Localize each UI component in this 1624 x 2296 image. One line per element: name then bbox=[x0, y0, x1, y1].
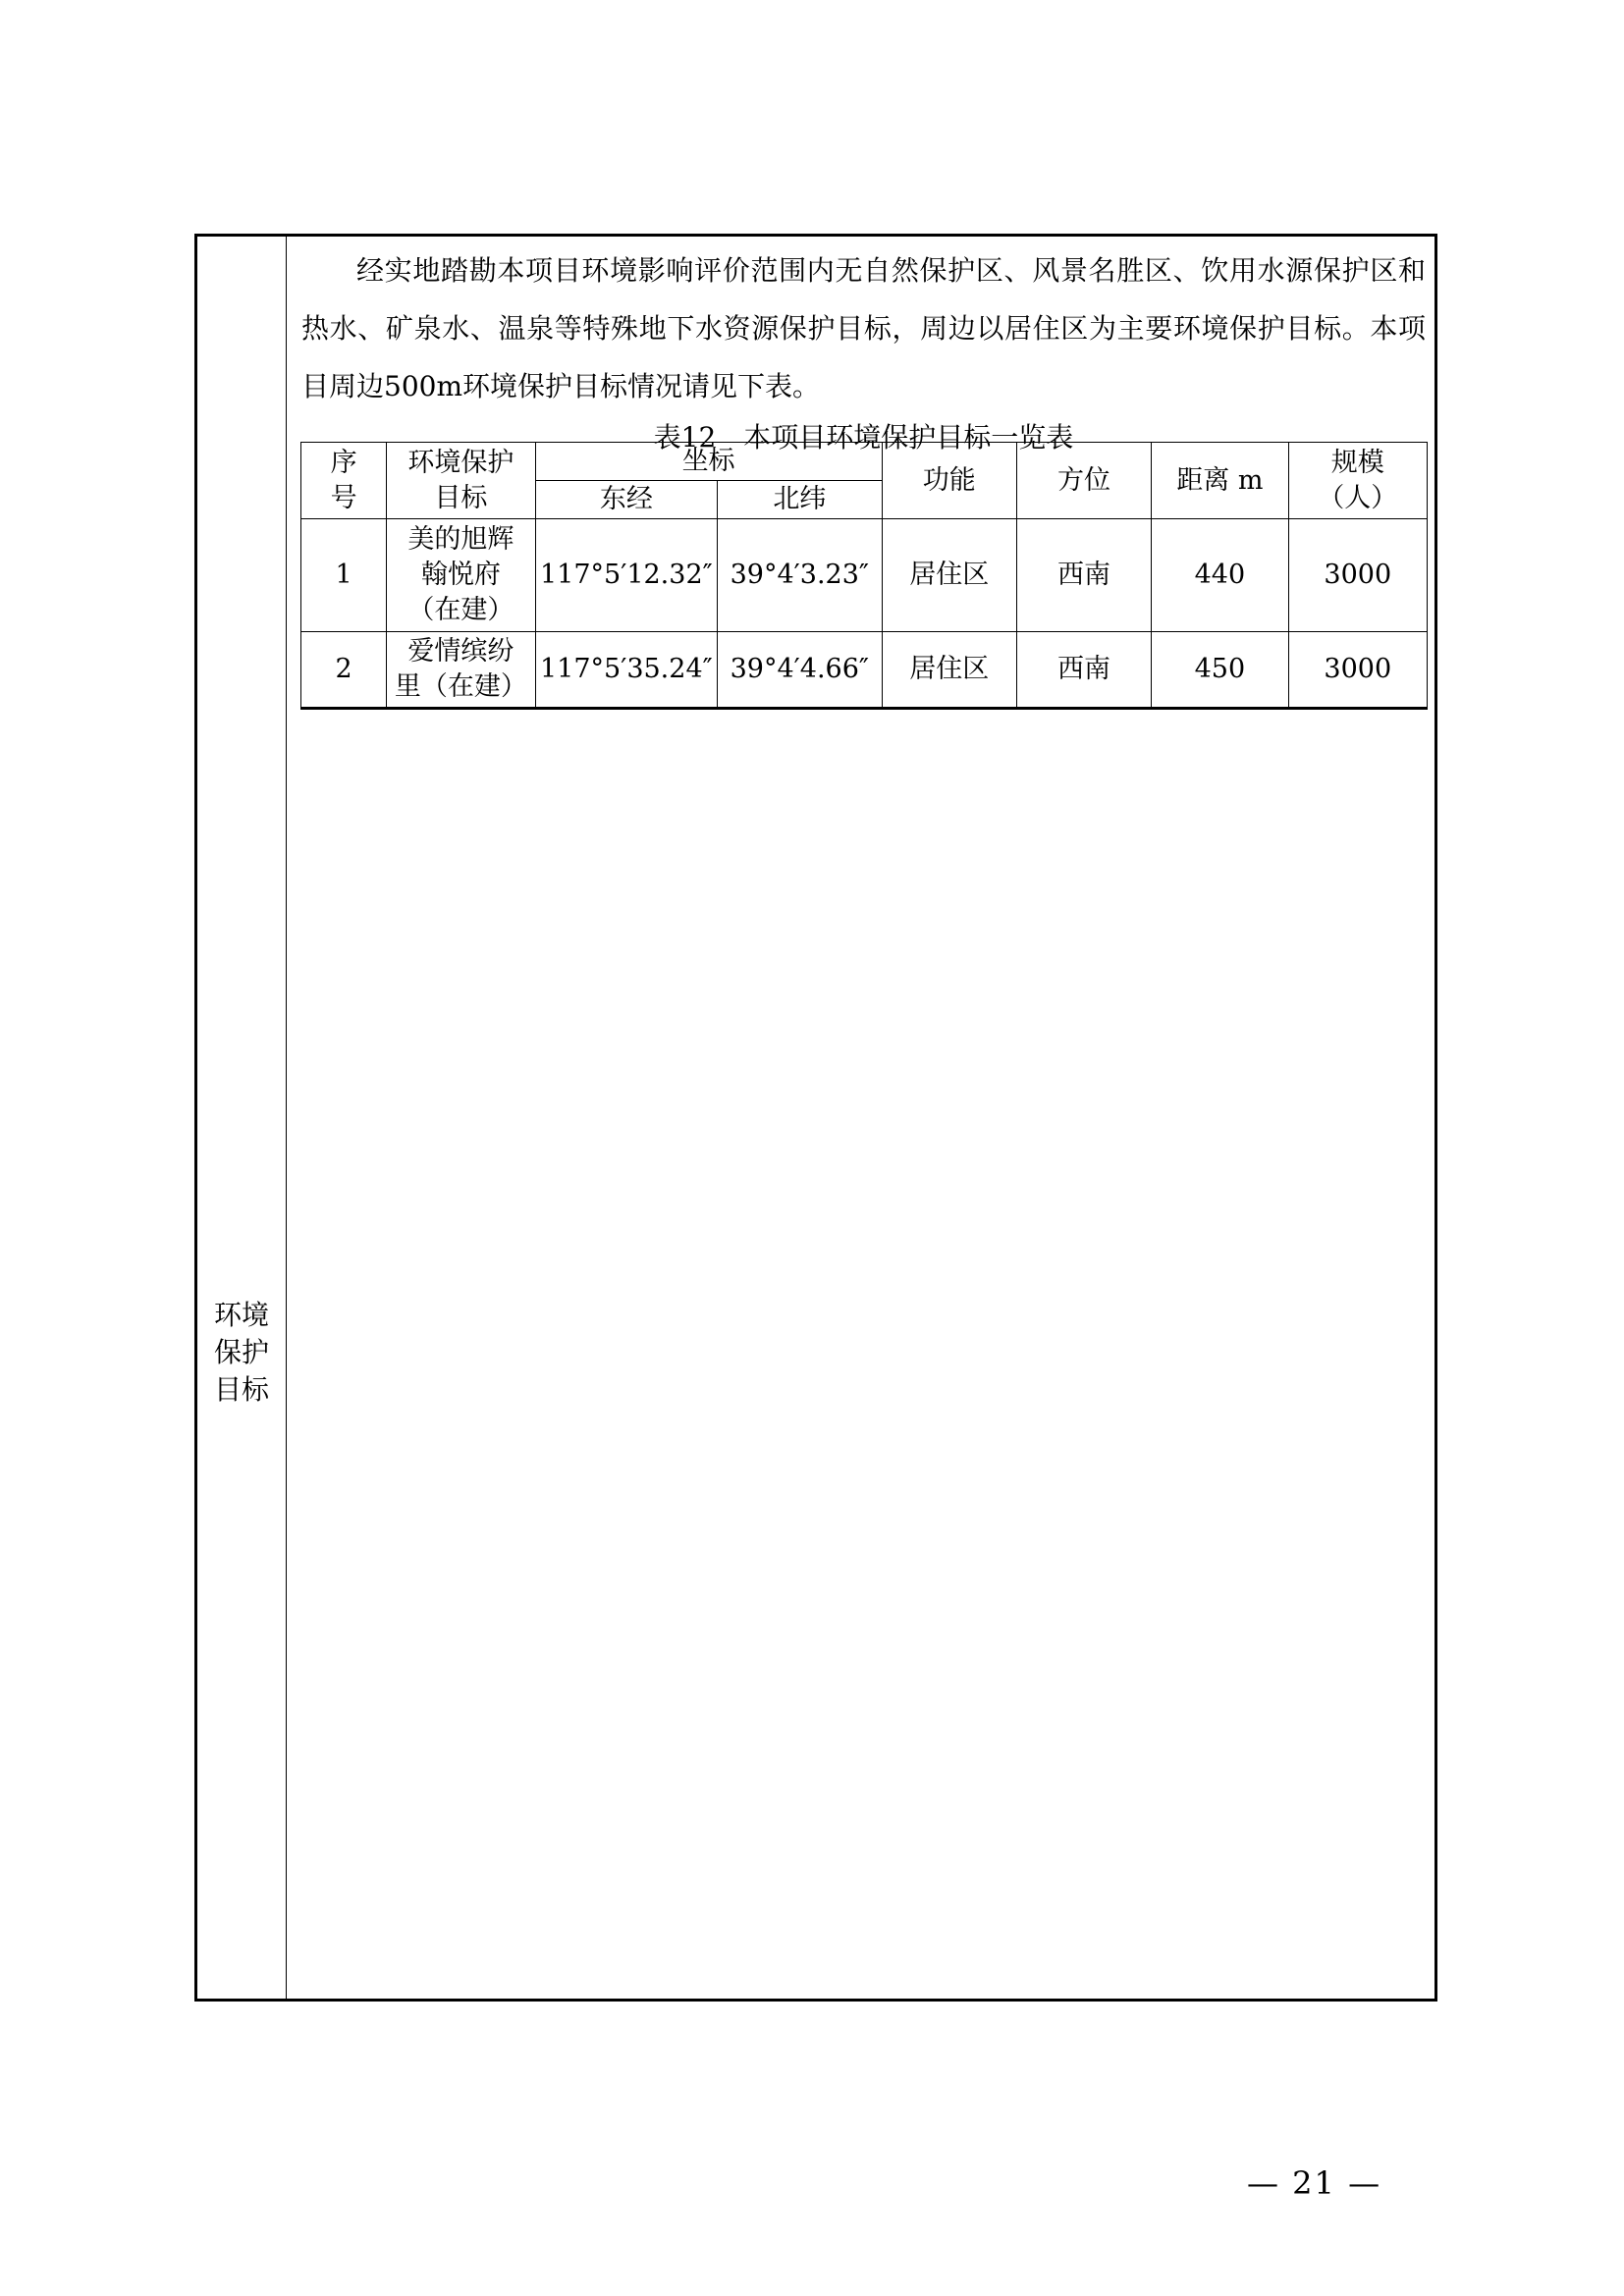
cell-direction: 西南 bbox=[1016, 632, 1151, 709]
cell-scale: 3000 bbox=[1288, 632, 1427, 709]
section-label bbox=[197, 1297, 286, 1409]
cell-east: 117°5′12.32″ bbox=[535, 519, 717, 632]
column-divider bbox=[286, 237, 287, 1999]
header-target: 环境保护 目标 bbox=[387, 443, 535, 519]
header-north: 北纬 bbox=[718, 481, 882, 519]
cell-function: 居住区 bbox=[882, 632, 1016, 709]
table-row bbox=[301, 632, 1428, 709]
header-coords: 坐标 bbox=[535, 443, 882, 481]
header-direction: 方位 bbox=[1016, 443, 1151, 519]
header-east: 东经 bbox=[535, 481, 717, 519]
cell-seq: 2 bbox=[301, 632, 387, 709]
cell-target: 爱情缤纷 里（在建） bbox=[387, 632, 535, 709]
header-function: 功能 bbox=[882, 443, 1016, 519]
cell-direction: 西南 bbox=[1016, 519, 1151, 632]
table-caption: 表12 本项目环境保护目标一览表 bbox=[653, 421, 1074, 454]
header-seq: 序 号 bbox=[301, 443, 387, 519]
section-label-line-3: 目标 bbox=[213, 1373, 269, 1406]
header-scale: 规模 （人） bbox=[1288, 443, 1427, 519]
cell-function: 居住区 bbox=[882, 519, 1016, 632]
table-header-row bbox=[301, 443, 1428, 481]
cell-target: 美的旭辉 翰悦府 （在建） bbox=[387, 519, 535, 632]
page-number: — 21 — bbox=[1247, 2164, 1382, 2202]
cell-distance: 450 bbox=[1152, 632, 1288, 709]
header-distance: 距离 m bbox=[1152, 443, 1288, 519]
cell-north: 39°4′3.23″ bbox=[718, 519, 882, 632]
section-content bbox=[301, 237, 1426, 454]
table-row bbox=[301, 519, 1428, 632]
cell-seq: 1 bbox=[301, 519, 387, 632]
cell-scale: 3000 bbox=[1288, 519, 1427, 632]
section-label-line-2: 保护 bbox=[213, 1336, 269, 1368]
cell-north: 39°4′4.66″ bbox=[718, 632, 882, 709]
cell-east: 117°5′35.24″ bbox=[535, 632, 717, 709]
intro-paragraph: 经实地踏勘本项目环境影响评价范围内无自然保护区、风景名胜区、饮用水源保护区和热水、矿泉水、温泉等特殊地下水资源保护目标，周边以居住区为主要环境保护目标。本项目周边500m环境保护目标情况请见下表。 bbox=[301, 254, 1426, 402]
cell-distance: 440 bbox=[1152, 519, 1288, 632]
protection-targets-table bbox=[300, 442, 1428, 710]
section-label-line-1: 环境 bbox=[213, 1299, 269, 1331]
